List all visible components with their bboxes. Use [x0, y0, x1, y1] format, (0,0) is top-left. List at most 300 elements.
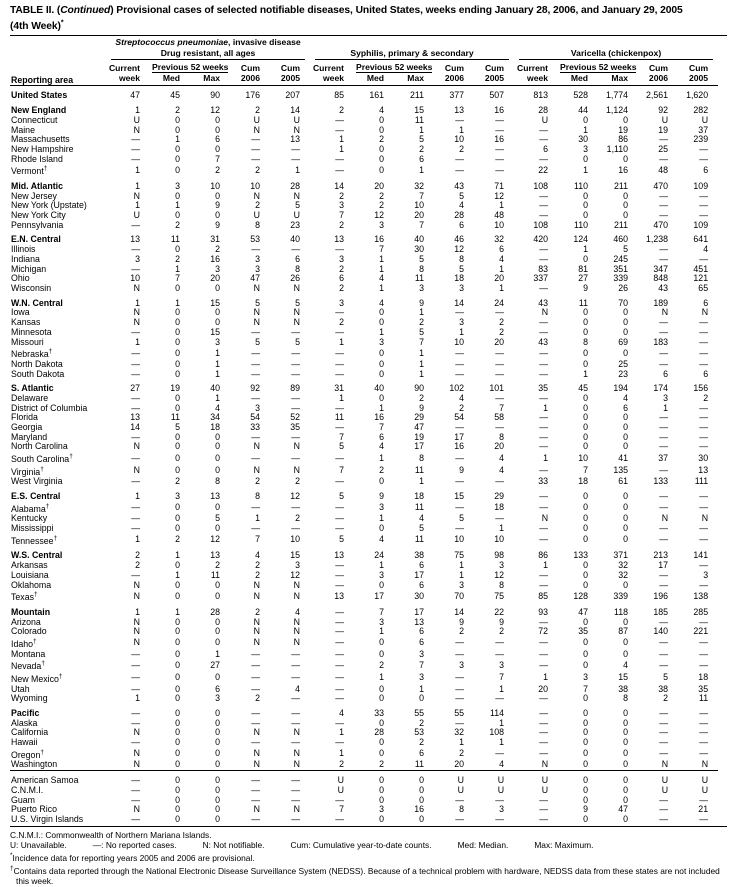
table-row	[10, 738, 718, 748]
value-cell: 58	[494, 412, 505, 423]
value-cell: 85	[334, 90, 345, 101]
table-row	[10, 394, 718, 404]
value-cell: 13	[414, 616, 425, 627]
value-cell: 1	[215, 358, 220, 369]
value-cell: 133	[653, 476, 669, 487]
value-cell: —	[335, 683, 345, 694]
value-cell: —	[335, 659, 345, 670]
value-cell: 2	[175, 219, 180, 230]
value-cell: —	[699, 422, 709, 433]
table-row	[10, 308, 718, 318]
value-cell: 0	[379, 737, 385, 748]
value-cell: 0	[379, 476, 385, 487]
value-cell: 19	[414, 431, 425, 442]
value-cell: 0	[215, 523, 220, 534]
value-cell: 213	[653, 550, 669, 561]
value-cell: 0	[623, 153, 629, 164]
value-cell: 156	[693, 383, 709, 394]
value-cell: 0	[583, 717, 589, 728]
value-cell: 813	[533, 90, 549, 101]
value-cell: —	[251, 431, 260, 442]
value-cell: 37	[698, 124, 709, 135]
value-cell: 11	[170, 234, 180, 245]
value-cell: 1,110	[606, 143, 629, 154]
table-row	[10, 101, 718, 116]
value-cell: 2	[215, 164, 220, 175]
value-cell: 0	[583, 491, 589, 502]
value-cell: —	[335, 737, 345, 748]
value-cell: N	[253, 283, 260, 293]
table-bottom-divider	[10, 826, 727, 827]
value-cell: 0	[379, 717, 385, 728]
value-cell: —	[335, 326, 345, 337]
value-cell: 28	[454, 210, 465, 221]
value-cell: 6	[663, 368, 669, 379]
value-cell: 0	[623, 422, 629, 433]
value-cell: 11	[334, 412, 345, 423]
header-row-sub2	[10, 73, 718, 86]
reporting-area-cell: Georgia	[11, 422, 43, 433]
value-cell: —	[659, 659, 669, 670]
value-cell: 3	[255, 253, 260, 264]
value-cell: N	[293, 727, 301, 738]
value-cell: —	[539, 465, 549, 476]
value-cell: 0	[419, 813, 425, 824]
table-row	[10, 360, 718, 370]
col-header-cum: Cum	[484, 63, 505, 74]
value-cell: N	[133, 759, 140, 770]
value-cell: 2	[339, 759, 345, 770]
value-cell: 23	[618, 368, 629, 379]
reporting-area-cell: Mississippi	[11, 523, 54, 534]
value-cell: N	[293, 637, 301, 648]
value-cell: 1	[499, 263, 505, 274]
value-cell: —	[251, 452, 260, 463]
value-cell: 93	[538, 606, 549, 617]
value-cell: 2	[703, 392, 709, 403]
value-cell: 31	[334, 383, 345, 394]
value-cell: N	[293, 579, 301, 590]
value-cell: 0	[623, 616, 629, 627]
value-cell: 3	[379, 569, 385, 580]
value-cell: —	[495, 124, 505, 135]
table-body	[10, 86, 718, 825]
value-cell: 2	[459, 748, 465, 759]
value-cell: 83	[538, 263, 549, 274]
value-cell: 3	[379, 502, 385, 513]
value-cell: 460	[613, 234, 629, 245]
value-cell: 5	[459, 190, 465, 201]
value-cell: 5	[255, 297, 260, 308]
value-cell: N	[701, 513, 709, 524]
value-cell: 9	[379, 491, 385, 502]
table-row	[10, 338, 718, 348]
value-cell: 22	[538, 164, 549, 175]
table-row	[10, 294, 718, 309]
value-cell: —	[251, 737, 260, 748]
value-cell: 24	[374, 550, 385, 561]
value-cell: —	[335, 452, 345, 463]
value-cell: 1	[339, 134, 345, 145]
value-cell: —	[539, 813, 549, 824]
value-cell: 1,124	[606, 105, 629, 116]
table-row	[10, 318, 718, 328]
table-row	[10, 155, 718, 165]
value-cell: 6	[703, 297, 709, 308]
value-cell: N	[293, 465, 301, 476]
value-cell: 161	[369, 90, 385, 101]
col-header-current: Current	[517, 63, 549, 74]
value-cell: 43	[538, 297, 549, 308]
value-cell: 4	[379, 297, 385, 308]
reporting-area-cell: Alaska	[11, 717, 38, 728]
value-cell: N	[293, 590, 301, 601]
value-cell: 0	[623, 317, 629, 328]
value-cell: 0	[583, 569, 589, 580]
reporting-area-cell: South Carolina†	[11, 453, 73, 465]
reporting-area-cell: New Mexico†	[11, 672, 63, 684]
value-cell: 43	[658, 283, 669, 293]
value-cell: 0	[623, 347, 629, 358]
reporting-area-cell: Nevada†	[11, 660, 45, 672]
value-cell: 211	[614, 219, 629, 230]
legend-item: Max: Maximum.	[534, 840, 594, 851]
value-cell: 3	[175, 491, 180, 502]
reporting-area-cell: Louisiana	[11, 569, 49, 580]
value-cell: 47	[250, 273, 260, 284]
value-cell: —	[539, 737, 549, 748]
value-cell: N	[133, 124, 140, 135]
value-cell: —	[251, 708, 260, 719]
value-cell: 1	[379, 402, 385, 413]
value-cell: —	[495, 637, 505, 648]
value-cell: —	[335, 569, 345, 580]
value-cell: —	[131, 523, 140, 534]
value-cell: —	[131, 737, 140, 748]
value-cell: 0	[379, 648, 385, 659]
value-cell: 13	[334, 550, 345, 561]
value-cell: 92	[250, 383, 260, 394]
value-cell: 17	[374, 590, 385, 601]
value-cell: 2	[215, 244, 220, 255]
value-cell: —	[251, 368, 260, 379]
value-cell: 0	[583, 347, 589, 358]
value-cell: 1	[175, 606, 180, 617]
value-cell: 0	[175, 347, 180, 358]
value-cell: 4	[295, 683, 301, 694]
value-cell: 2	[419, 392, 425, 403]
value-cell: —	[291, 659, 301, 670]
col-header-2005: 2005	[270, 73, 310, 86]
value-cell: 0	[175, 693, 180, 704]
value-cell: 4	[499, 759, 505, 770]
table-row	[10, 126, 718, 136]
legend-item: Cum: Cumulative year-to-date counts.	[290, 840, 432, 851]
value-cell: N	[133, 616, 140, 627]
value-cell: 0	[379, 358, 385, 369]
value-cell: 8	[215, 476, 220, 487]
value-cell: 0	[215, 317, 220, 328]
value-cell: —	[539, 616, 549, 627]
legend-item: N: Not notifiable.	[202, 840, 265, 851]
value-cell: N	[701, 759, 709, 770]
value-cell: 9	[583, 804, 589, 815]
value-cell: U	[434, 771, 474, 786]
value-cell: 0	[175, 392, 180, 403]
value-cell: N	[541, 759, 549, 770]
value-cell: 1	[135, 297, 140, 308]
value-cell: 5	[419, 253, 425, 264]
value-cell: 37	[658, 452, 669, 463]
value-cell: 0	[583, 737, 589, 748]
value-cell: 110	[574, 219, 589, 230]
value-cell: —	[291, 358, 301, 369]
value-cell: N	[253, 124, 260, 135]
value-cell: —	[539, 422, 549, 433]
value-cell: 0	[175, 759, 180, 770]
value-cell: —	[699, 748, 709, 759]
value-cell: 0	[175, 190, 180, 201]
value-cell: U	[638, 771, 678, 786]
value-cell: 0	[175, 502, 180, 513]
value-cell: —	[455, 368, 465, 379]
value-cell: —	[539, 283, 549, 293]
value-cell: 0	[175, 648, 180, 659]
value-cell: 2	[379, 190, 385, 201]
header-row-groups	[10, 37, 718, 60]
value-cell: N	[253, 637, 260, 648]
value-cell: 1	[339, 336, 345, 347]
value-cell: —	[131, 347, 140, 358]
value-cell: 0	[175, 794, 180, 805]
value-cell: 0	[215, 637, 220, 648]
value-cell: U	[253, 210, 260, 221]
value-cell: 33	[374, 708, 385, 719]
value-cell: 2	[255, 164, 260, 175]
value-cell: 18	[578, 476, 589, 487]
table-row	[10, 546, 718, 561]
reporting-area-cell: Vermont†	[11, 165, 48, 177]
reporting-area-cell: Idaho†	[11, 638, 37, 649]
value-cell: 3	[459, 283, 465, 293]
value-cell: 11	[414, 273, 425, 284]
value-cell: —	[251, 502, 260, 513]
value-cell: —	[699, 412, 709, 423]
value-cell: —	[291, 143, 301, 154]
value-cell: 0	[175, 590, 180, 601]
value-cell: 108	[489, 727, 505, 738]
value-cell: N	[133, 441, 140, 452]
value-cell: 40	[374, 383, 385, 394]
value-cell: 0	[623, 579, 629, 590]
table-row	[10, 637, 718, 650]
value-cell: 6	[703, 368, 709, 379]
reporting-area-cell: C.N.M.I.	[11, 784, 44, 795]
value-cell: 347	[653, 263, 669, 274]
value-cell: —	[335, 402, 345, 413]
value-cell: 5	[663, 672, 669, 683]
value-cell: —	[131, 502, 140, 513]
value-cell: —	[131, 326, 140, 337]
value-cell: 528	[573, 90, 589, 101]
value-cell: 2	[175, 253, 180, 264]
value-cell: 13	[130, 234, 140, 245]
value-cell: —	[335, 476, 345, 487]
value-cell: N	[253, 759, 260, 770]
legend-item: Med: Median.	[457, 840, 509, 851]
value-cell: 46	[454, 234, 465, 245]
value-cell: 3	[499, 804, 505, 815]
value-cell: 0	[623, 648, 629, 659]
value-cell: 5	[459, 513, 465, 524]
value-cell: 9	[419, 297, 425, 308]
value-cell: 0	[583, 153, 589, 164]
value-cell: 13	[698, 465, 709, 476]
value-cell: 86	[538, 550, 549, 561]
value-cell: 1	[419, 358, 425, 369]
value-cell: 118	[614, 606, 629, 617]
table-row	[10, 748, 718, 761]
value-cell: —	[455, 164, 465, 175]
value-cell: 2	[255, 569, 260, 580]
value-cell: N	[253, 307, 260, 318]
reporting-area-cell: Iowa	[11, 307, 30, 318]
value-cell: 3	[215, 693, 220, 704]
value-cell: 48	[494, 210, 505, 221]
value-cell: N	[133, 579, 140, 590]
value-cell: —	[539, 637, 549, 648]
value-cell: 3	[215, 336, 220, 347]
value-cell: —	[659, 465, 669, 476]
value-cell: 221	[693, 626, 709, 637]
value-cell: 0	[623, 737, 629, 748]
value-cell: 4	[379, 441, 385, 452]
value-cell: 1	[339, 727, 345, 738]
value-cell: —	[699, 402, 709, 413]
value-cell: —	[659, 708, 669, 719]
value-cell: —	[131, 813, 140, 824]
value-cell: —	[659, 441, 669, 452]
value-cell: 128	[573, 590, 589, 601]
value-cell: 19	[658, 124, 669, 135]
value-cell: 0	[379, 153, 385, 164]
value-cell: N	[133, 804, 140, 815]
value-cell: N	[253, 748, 260, 759]
value-cell: 15	[414, 105, 425, 116]
table-row	[10, 274, 718, 284]
value-cell: 8	[499, 579, 505, 590]
value-cell: 1	[459, 124, 465, 135]
value-cell: 15	[210, 297, 220, 308]
value-cell: —	[291, 813, 301, 824]
value-cell: 20	[454, 759, 465, 770]
value-cell: 211	[409, 90, 425, 101]
table-row	[10, 561, 718, 571]
value-cell: 2	[339, 317, 345, 328]
value-cell: N	[541, 513, 549, 524]
value-cell: —	[699, 523, 709, 534]
value-cell: 1	[175, 297, 180, 308]
table-title	[10, 5, 727, 33]
value-cell: —	[131, 143, 140, 154]
value-cell: —	[291, 794, 301, 805]
col-header-2006: 2006	[638, 73, 678, 86]
value-cell: 12	[290, 491, 301, 502]
value-cell: 6	[215, 683, 220, 694]
value-cell: 507	[489, 90, 505, 101]
reporting-area-cell: Kansas	[11, 317, 41, 328]
value-cell: —	[251, 347, 260, 358]
value-cell: —	[699, 153, 709, 164]
value-cell: —	[659, 523, 669, 534]
col-header-cum: Cum	[444, 63, 465, 74]
value-cell: 3	[339, 200, 345, 211]
value-cell: 20	[494, 441, 505, 452]
value-cell: U	[701, 114, 709, 125]
value-cell: 52	[290, 412, 301, 423]
value-cell: 11	[578, 297, 589, 308]
value-cell: 0	[215, 626, 220, 637]
value-cell: 0	[623, 412, 629, 423]
value-cell: 1	[339, 143, 345, 154]
value-cell: 1	[175, 550, 180, 561]
value-cell: 282	[693, 105, 709, 116]
value-cell: —	[699, 210, 709, 221]
value-cell: —	[455, 813, 465, 824]
table-row	[10, 230, 718, 245]
col-header-current: Current	[312, 63, 345, 74]
value-cell: 48	[658, 164, 669, 175]
value-cell: 5	[339, 441, 345, 452]
value-cell: 0	[379, 317, 385, 328]
table-row	[10, 581, 718, 591]
value-cell: 54	[454, 412, 465, 423]
value-cell: —	[131, 219, 140, 230]
value-cell: N	[253, 804, 260, 815]
value-cell: 13	[454, 105, 465, 116]
value-cell: 29	[494, 491, 505, 502]
value-cell: 3	[583, 143, 589, 154]
value-cell: 0	[215, 672, 220, 683]
value-cell: 1	[379, 672, 385, 683]
value-cell: 0	[175, 283, 180, 293]
value-cell: 35	[698, 683, 709, 694]
value-cell: N	[253, 465, 260, 476]
value-cell: 5	[295, 336, 301, 347]
value-cell: 11	[170, 412, 180, 423]
value-cell: 339	[613, 590, 629, 601]
value-cell: 0	[623, 708, 629, 719]
value-cell: 0	[215, 431, 220, 442]
value-cell: 0	[583, 693, 589, 704]
value-cell: N	[133, 626, 140, 637]
value-cell: 1	[215, 648, 220, 659]
value-cell: 0	[623, 717, 629, 728]
value-cell: 6	[703, 164, 709, 175]
col-header-previous-52-weeks: Previous 52 weeks	[356, 62, 433, 73]
value-cell: —	[659, 210, 669, 221]
value-cell: 0	[583, 813, 589, 824]
value-cell: 0	[623, 534, 629, 545]
reporting-area-cell: Oklahoma	[11, 579, 52, 590]
value-cell: 0	[175, 748, 180, 759]
value-cell: —	[131, 569, 140, 580]
value-cell: 5	[295, 200, 301, 211]
value-cell: 0	[583, 727, 589, 738]
value-cell: 1	[459, 560, 465, 571]
value-cell: 0	[623, 784, 629, 795]
value-cell: N	[293, 626, 301, 637]
